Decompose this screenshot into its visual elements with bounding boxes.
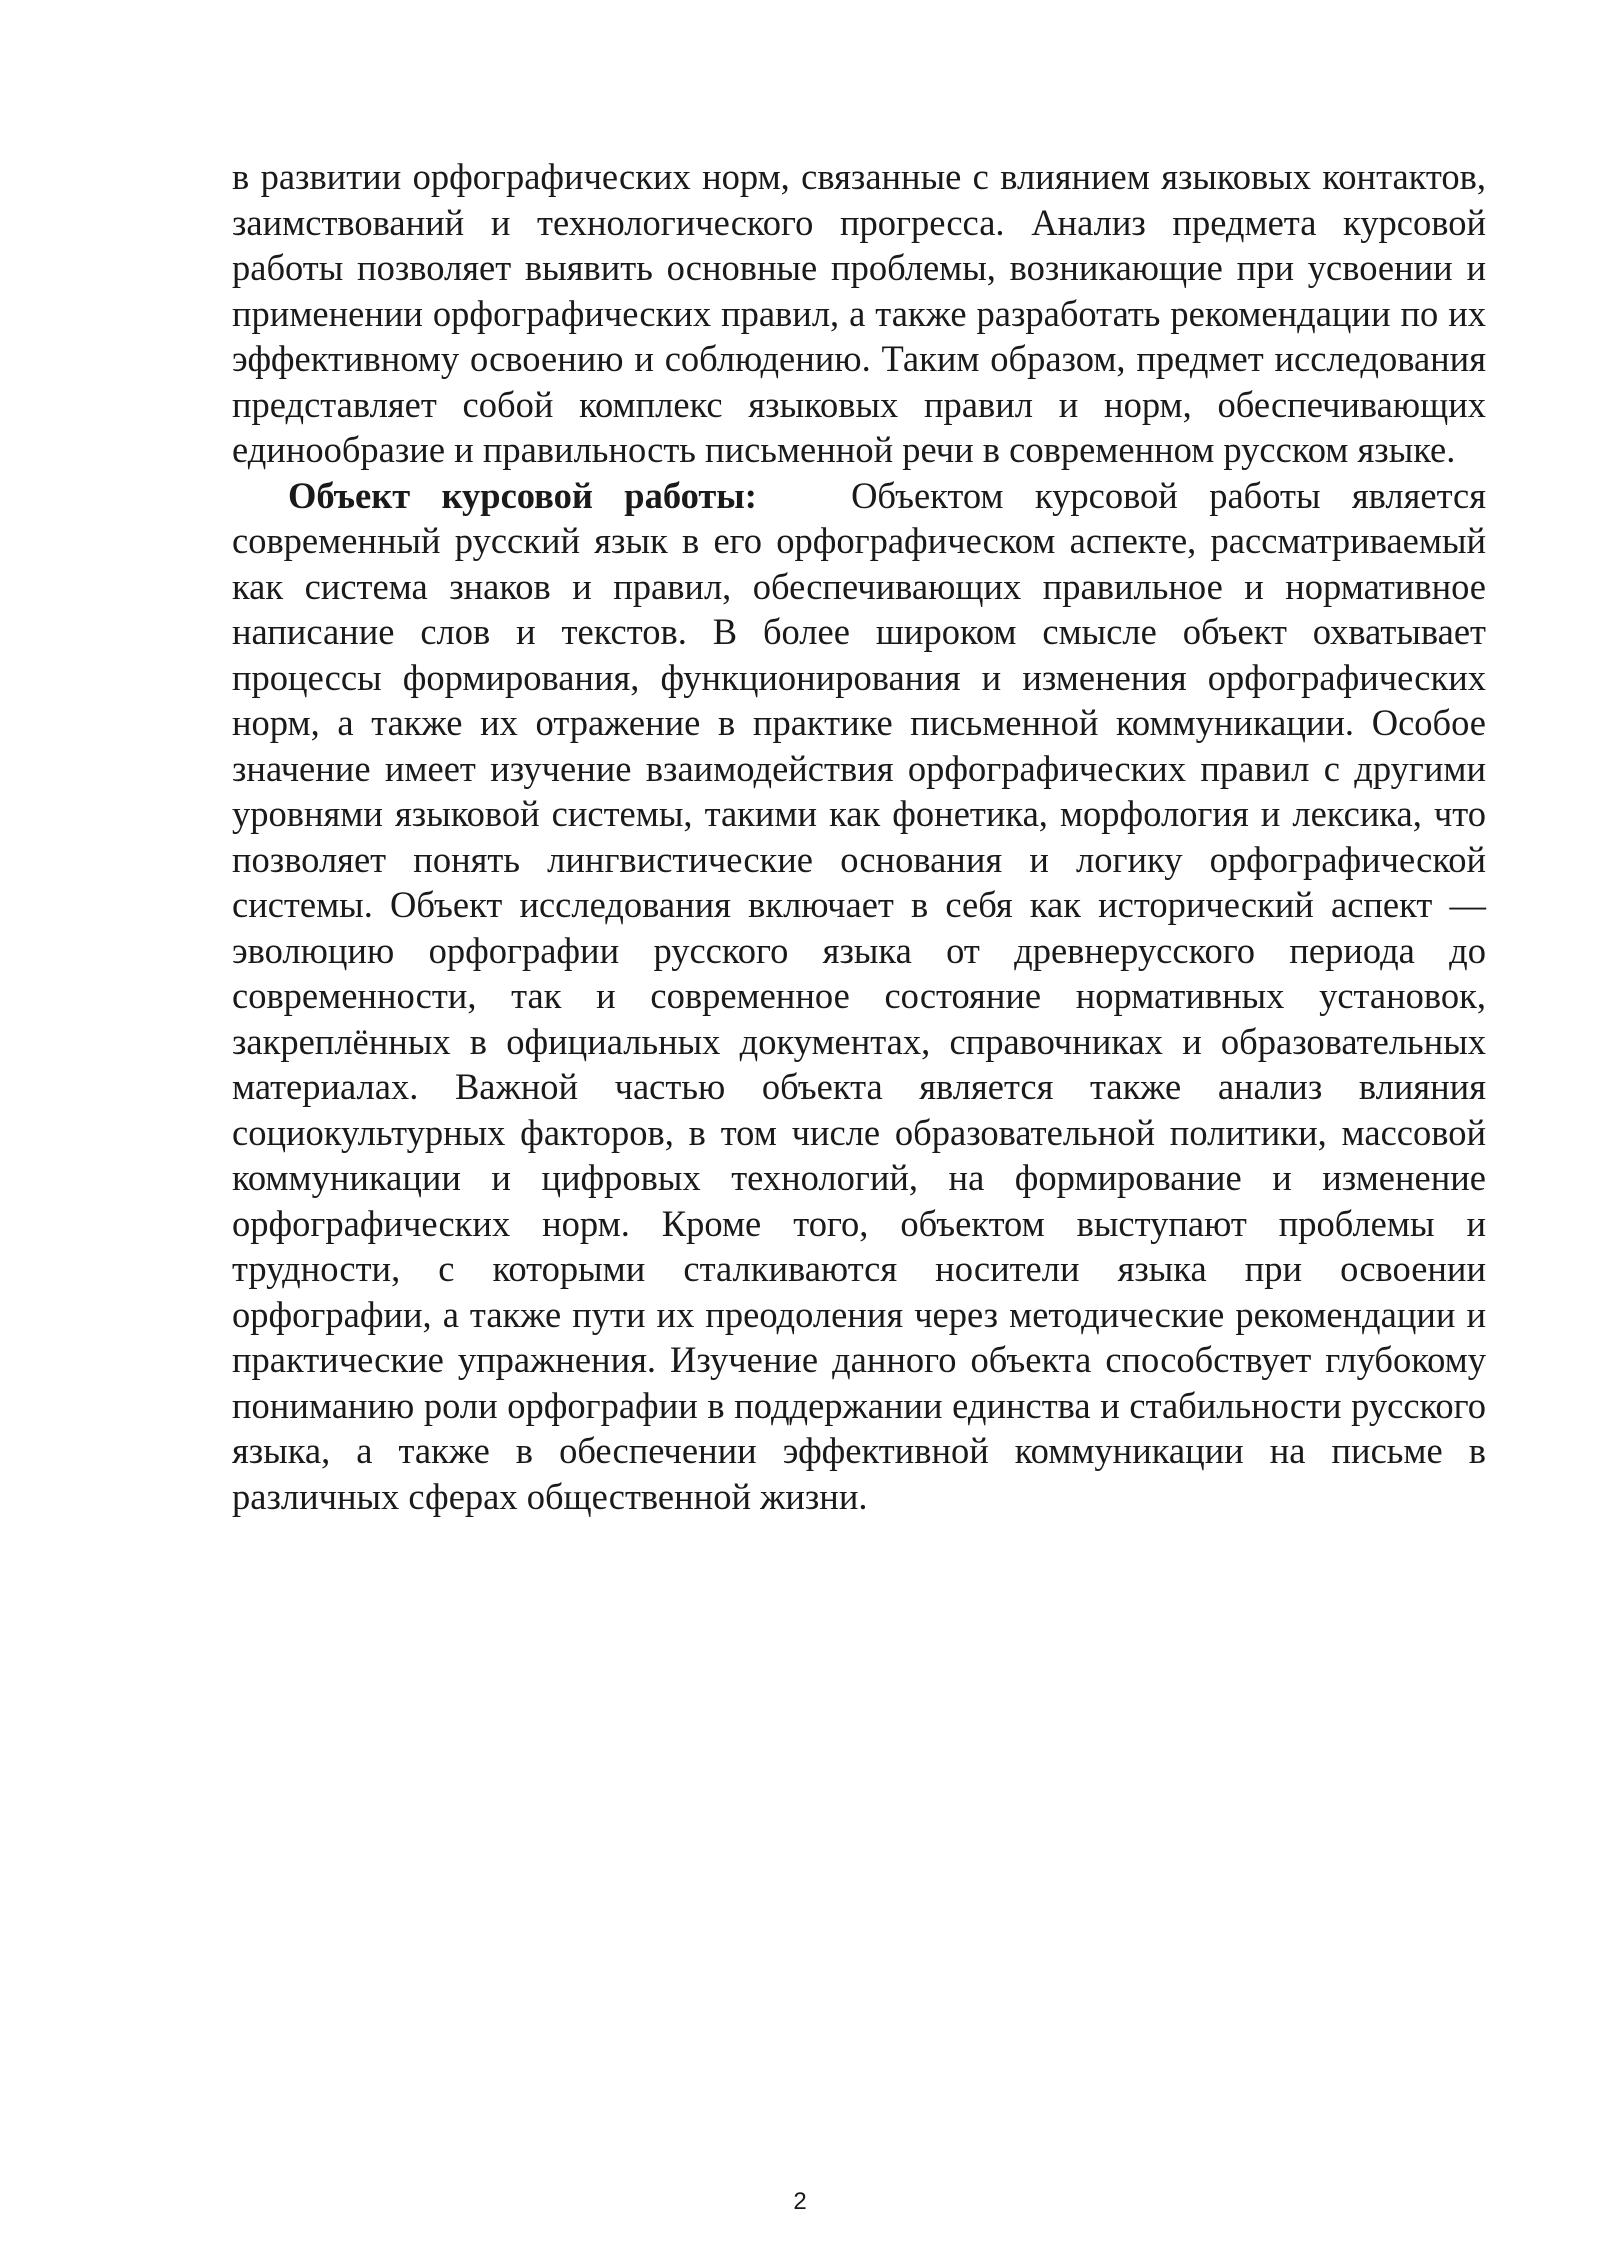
object-description: Объектом курсовой работы является современный русский язык в его орфографическом аспекте, рассматриваемый как система знаков и правил, обеспечивающих правильное и нормативное написание слов и текстов. В более широком смысле объект охватывает процессы формирования, функционирования и изменения орфографических норм, а также их отражение в практике письменной коммуникации. Особое значение имеет изучение взаимодействия орфографических правил с другими уровнями языковой системы, такими как фонетика, морфология и лексика, что позволяет понять лингвистические основания и логику орфографической системы. Объект исследования включает в себя как исторический аспект — эволюцию орфографии русского языка от древнерусского периода до современности, так и современное состояние нормативных установок, закреплённых в официальных документах, справочниках и образовательных материалах. Важной частью объекта является также анализ влияния социокультурных факторов, в том числе образовательной политики, массовой коммуникации и цифровых технологий, на формирование и изменение орфографических норм. Кроме того, объектом выступают проблемы и трудности, с которыми сталкиваются носители языка при освоении орфографии, а также пути их преодоления через методические рекомендации и практические упражнения. Изучение данного объекта способствует глубокому пониманию роли орфографии в поддержании единства и стабильности русского языка, а также в обеспечении эффективной коммуникации на письме в различных сферах общественной жизни. <box>232 474 1486 1517</box>
page-number: 2 <box>793 2188 807 2215</box>
object-heading-term: Объект курсовой работы: <box>288 474 757 516</box>
paragraph-object <box>232 473 1486 1520</box>
paragraph-subject-continuation: в развитии орфографических норм, связанные с влиянием языковых контактов, заимствований и технологического прогресса. Анализ предмета курсовой работы позволяет выявить основные проблемы, возникающие при усвоении и применении орфографических правил, а также разработать рекомендации по их эффективному освоению и соблюдению. Таким образом, предмет исследования представляет собой комплекс языковых правил и норм, обеспечивающих единообразие и правильность письменной речи в современном русском языке. <box>232 156 1486 470</box>
body-text <box>232 154 1486 1519</box>
